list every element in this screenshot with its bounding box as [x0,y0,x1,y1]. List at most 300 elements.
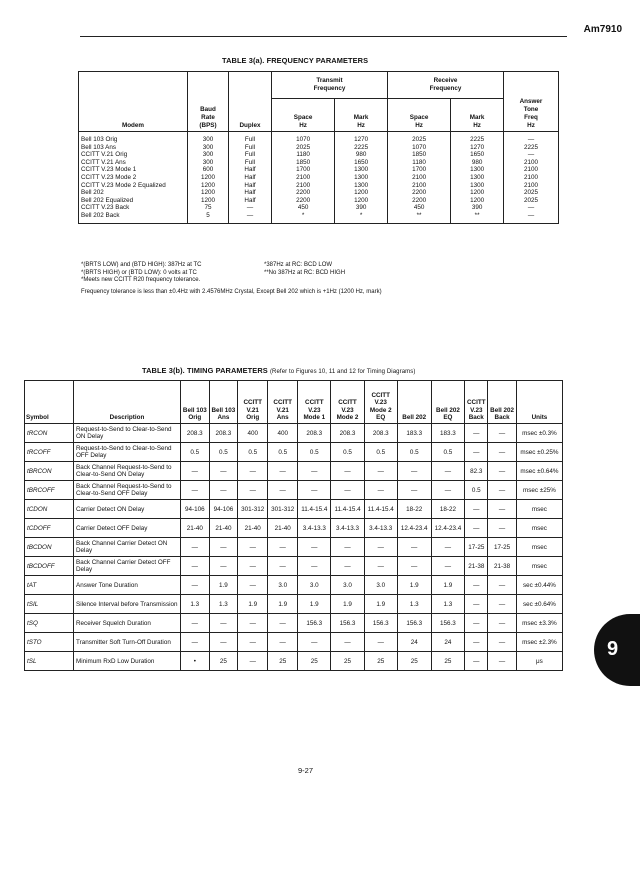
timing-value-cell: 3.0 [298,576,331,595]
timing-value-cell: — [331,538,364,557]
value-cell: Half [229,197,272,205]
timing-value-cell: — [397,481,431,500]
value-cell: 1200 [188,197,229,205]
value-cell: Full [229,151,272,159]
mode-column-header: Bell 103 Orig [181,381,210,424]
value-cell: 2225 [451,132,504,144]
timing-value-cell: — [397,538,431,557]
value-cell: 1700 [387,166,450,174]
timing-value-cell: — [331,557,364,576]
modem-name-cell: CCITT V.21 Orig [79,151,188,159]
timing-value-cell: — [465,500,488,519]
timing-value-cell: — [181,538,210,557]
timing-value-cell: 400 [268,424,298,443]
symbol-cell: tCDON [25,500,74,519]
header-rule [80,36,567,37]
timing-value-cell: 1.9 [364,595,397,614]
timing-value-cell: 1.9 [431,576,465,595]
value-cell: 1200 [335,197,388,205]
timing-value-cell: — [331,481,364,500]
table-b-figure-ref: (Refer to Figures 10, 11 and 12 for Timing Diagrams) [269,369,416,375]
table-row [25,652,563,671]
timing-value-cell: 301-312 [268,500,298,519]
timing-value-cell: 3.0 [268,576,298,595]
timing-value-cell: — [431,481,465,500]
table-a-notes [81,262,382,296]
timing-value-cell: 156.3 [431,614,465,633]
value-cell: 1650 [451,151,504,159]
mode-column-header: Bell 202 EQ [431,381,465,424]
timing-value-cell: 0.5 [364,443,397,462]
table-row [25,519,563,538]
timing-value-cell: 400 [238,424,268,443]
timing-value-cell: 18-22 [431,500,465,519]
timing-value-cell: — [298,557,331,576]
page-number: 9-27 [298,766,314,775]
tx-space-header: Space Hz [272,99,335,132]
description-cell: Answer Tone Duration [74,576,181,595]
note-2a: *(BRTS HIGH) or (BTD LOW): 0 volts at TC [81,269,197,276]
timing-value-cell: 0.5 [431,443,465,462]
timing-value-cell: 1.9 [331,595,364,614]
timing-value-cell: 208.3 [364,424,397,443]
modem-name-cell: CCITT V.23 Mode 1 [79,166,188,174]
timing-value-cell: 208.3 [209,424,238,443]
modem-header: Modem [79,72,188,132]
timing-value-cell: — [181,462,210,481]
timing-value-cell: 11.4-15.4 [331,500,364,519]
timing-value-cell: 208.3 [298,424,331,443]
timing-value-cell: 208.3 [181,424,210,443]
timing-value-cell: 21-40 [209,519,238,538]
value-cell: 1300 [451,182,504,190]
timing-value-cell: 0.5 [209,443,238,462]
value-cell: — [504,132,559,144]
note-4: Frequency tolerance is less than ±0.4Hz with 2.4576MHz Crystal, Except Bell 202 which is +1Hz (1200 Hz, mark) [81,288,382,295]
timing-value-cell: — [268,538,298,557]
value-cell: 300 [188,132,229,144]
timing-value-cell: 21-40 [181,519,210,538]
value-cell: 1200 [188,182,229,190]
timing-value-cell: — [488,652,517,671]
description-cell: Silence Interval before Transmission [74,595,181,614]
timing-value-cell: 156.3 [397,614,431,633]
value-cell: 1850 [272,159,335,167]
value-cell: 1300 [451,174,504,182]
value-cell: 2100 [387,182,450,190]
description-cell: Back Channel Carrier Detect OFF Delay [74,557,181,576]
timing-value-cell: 1.3 [397,595,431,614]
description-cell: Carrier Detect OFF Delay [74,519,181,538]
symbol-cell: tCDOFF [25,519,74,538]
timing-value-cell: 3.0 [364,576,397,595]
value-cell: — [504,151,559,159]
timing-value-cell: — [298,481,331,500]
units-cell: μs [516,652,562,671]
symbol-cell: tBRCOFF [25,481,74,500]
timing-value-cell: 1.3 [431,595,465,614]
units-cell: sec ±0.64% [516,595,562,614]
value-cell: 5 [188,212,229,223]
timing-value-cell: 12.4-23.4 [397,519,431,538]
value-cell: 390 [335,204,388,212]
table-row [79,151,559,159]
timing-value-cell: 0.5 [181,443,210,462]
timing-value-cell: 21-38 [465,557,488,576]
units-cell: msec [516,557,562,576]
value-cell: 2100 [272,182,335,190]
value-cell: 1180 [387,159,450,167]
symbol-cell: tSQ [25,614,74,633]
tx-mark-header: Mark Hz [335,99,388,132]
timing-value-cell: — [465,595,488,614]
table-row [25,462,563,481]
table-row [79,144,559,152]
description-cell: Minimum RxD Low Duration [74,652,181,671]
description-cell: Transmitter Soft Turn-Off Duration [74,633,181,652]
timing-value-cell: — [181,557,210,576]
timing-value-cell: — [465,443,488,462]
timing-value-cell: 301-312 [238,500,268,519]
timing-value-cell: 25 [397,652,431,671]
timing-value-cell: — [238,481,268,500]
value-cell: 2100 [504,174,559,182]
value-cell: 1180 [272,151,335,159]
value-cell: 980 [451,159,504,167]
modem-name-cell: Bell 202 Back [79,212,188,223]
timing-value-cell: — [488,462,517,481]
value-cell: 1070 [387,144,450,152]
table-row [79,212,559,223]
value-cell: 2100 [504,159,559,167]
timing-value-cell: — [238,633,268,652]
description-cell: Back Channel Carrier Detect ON Delay [74,538,181,557]
timing-value-cell: — [209,538,238,557]
rx-space-header: Space Hz [387,99,450,132]
timing-value-cell: — [238,557,268,576]
baud-header: Baud Rate (BPS) [188,72,229,132]
value-cell: 2200 [272,197,335,205]
symbol-cell: tSTO [25,633,74,652]
timing-value-cell: — [488,519,517,538]
symbol-cell: tBCDOFF [25,557,74,576]
note-1a: *(BRTS LOW) and (BTD HIGH): 387Hz at TC [81,262,202,268]
modem-name-cell: CCITT V.23 Mode 2 Equalized [79,182,188,190]
receive-header: Receive Frequency [387,72,503,99]
units-cell: msec ±0.3% [516,424,562,443]
timing-value-cell: 25 [431,652,465,671]
timing-value-cell: — [488,633,517,652]
timing-value-cell: — [298,462,331,481]
timing-value-cell: 0.5 [465,481,488,500]
timing-value-cell: — [181,481,210,500]
description-cell: Request-to-Send to Clear-to-Send OFF Delay [74,443,181,462]
note-1b: *387Hz at RC: BCD LOW [264,262,333,268]
mode-column-header: CCITT V.21 Orig [238,381,268,424]
symbol-cell: tSL [25,652,74,671]
symbol-cell: tRCON [25,424,74,443]
timing-value-cell: — [209,481,238,500]
value-cell: * [335,212,388,223]
symbol-cell: tRCOFF [25,443,74,462]
timing-value-cell: 1.9 [268,595,298,614]
mode-column-header: Bell 103 Ans [209,381,238,424]
note-3: *Meets new CCITT R20 frequency tolerance. [81,277,201,284]
table-row [25,576,563,595]
timing-value-cell: — [181,614,210,633]
timing-value-cell: — [268,462,298,481]
timing-value-cell: — [488,595,517,614]
timing-value-cell: — [431,557,465,576]
timing-value-cell: — [238,652,268,671]
transmit-header: Transmit Frequency [272,72,388,99]
value-cell: — [229,204,272,212]
units-header: Units [516,381,562,424]
timing-value-cell: 3.4-13.3 [298,519,331,538]
table-row [79,182,559,190]
value-cell: 1200 [451,189,504,197]
timing-value-cell: 3.4-13.3 [331,519,364,538]
value-cell: 2025 [272,144,335,152]
value-cell: Half [229,166,272,174]
timing-value-cell: 208.3 [331,424,364,443]
timing-value-cell: 11.4-15.4 [298,500,331,519]
value-cell: Half [229,189,272,197]
value-cell: 600 [188,166,229,174]
timing-value-cell: • [181,652,210,671]
value-cell: 1700 [272,166,335,174]
value-cell: 2200 [272,189,335,197]
timing-value-cell: — [488,576,517,595]
timing-value-cell: 21-38 [488,557,517,576]
units-cell: msec [516,519,562,538]
value-cell: 1300 [335,166,388,174]
units-cell: msec ±2.3% [516,633,562,652]
timing-value-cell: — [465,519,488,538]
value-cell: ** [451,212,504,223]
value-cell: 1300 [451,166,504,174]
timing-value-cell: 21-40 [268,519,298,538]
mode-column-header: CCITT V.23 Mode 1 [298,381,331,424]
timing-value-cell: — [268,614,298,633]
value-cell: 450 [272,204,335,212]
note-2b: **No 387Hz at RC: BCD HIGH [264,269,346,276]
timing-value-cell: — [364,462,397,481]
timing-value-cell: 0.5 [298,443,331,462]
modem-name-cell: CCITT V.21 Ans [79,159,188,167]
timing-value-cell: — [465,424,488,443]
timing-value-cell: 24 [397,633,431,652]
value-cell: 1300 [335,182,388,190]
timing-value-cell: 25 [209,652,238,671]
timing-value-cell: — [431,462,465,481]
table-row [79,204,559,212]
value-cell: 1270 [335,132,388,144]
modem-name-cell: Bell 103 Orig [79,132,188,144]
value-cell: 390 [451,204,504,212]
timing-value-cell: 12.4-23.4 [431,519,465,538]
timing-value-cell: 156.3 [298,614,331,633]
description-cell: Back Channel Request-to-Send to Clear-to-Send ON Delay [74,462,181,481]
section-tab: 9 [594,614,640,686]
value-cell: 1850 [387,151,450,159]
timing-value-cell: 156.3 [331,614,364,633]
timing-value-cell: 25 [331,652,364,671]
value-cell: 1200 [188,189,229,197]
mode-column-header: CCITT V.23 Mode 2 [331,381,364,424]
timing-value-cell: 17-25 [488,538,517,557]
table-row [25,538,563,557]
timing-value-cell: 183.3 [431,424,465,443]
units-cell: sec ±0.44% [516,576,562,595]
value-cell: 2100 [387,174,450,182]
value-cell: Full [229,144,272,152]
timing-value-cell: 156.3 [364,614,397,633]
timing-value-cell: 1.9 [397,576,431,595]
timing-value-cell: 25 [298,652,331,671]
value-cell: 2100 [504,182,559,190]
timing-value-cell: 11.4-15.4 [364,500,397,519]
timing-value-cell: 1.9 [238,595,268,614]
timing-value-cell: 183.3 [397,424,431,443]
timing-value-cell: 25 [364,652,397,671]
units-cell: msec [516,500,562,519]
timing-value-cell: — [209,633,238,652]
mode-column-header: CCITT V.21 Ans [268,381,298,424]
value-cell: 2025 [504,189,559,197]
timing-value-cell: 3.0 [331,576,364,595]
answer-tone-header: Answer Tone Freq Hz [504,72,559,132]
table-row [79,189,559,197]
timing-value-cell: 3.4-13.3 [364,519,397,538]
table-row [25,614,563,633]
symbol-header: Symbol [25,381,74,424]
timing-value-cell: — [488,500,517,519]
units-cell: msec ±3.3% [516,614,562,633]
timing-value-cell: 1.9 [298,595,331,614]
value-cell: 2100 [504,166,559,174]
table-row [79,174,559,182]
timing-value-cell: — [238,614,268,633]
table-row [79,132,559,144]
timing-value-cell: 1.3 [209,595,238,614]
table-row [25,424,563,443]
value-cell: 980 [335,151,388,159]
value-cell: 1650 [335,159,388,167]
timing-value-cell: — [397,557,431,576]
value-cell: * [272,212,335,223]
timing-value-cell: — [209,557,238,576]
value-cell: 1200 [451,197,504,205]
timing-value-cell: — [364,557,397,576]
timing-value-cell: 1.3 [181,595,210,614]
value-cell: 2200 [387,189,450,197]
table-a-title: TABLE 3(a). FREQUENCY PARAMETERS [222,56,369,65]
value-cell: ** [387,212,450,223]
description-cell: Back Channel Request-to-Send to Clear-to-Send OFF Delay [74,481,181,500]
table-row [79,197,559,205]
timing-value-cell: — [238,576,268,595]
timing-value-cell: — [465,633,488,652]
timing-value-cell: 94-106 [181,500,210,519]
table-row [25,500,563,519]
mode-column-header: Bell 202 [397,381,431,424]
timing-value-cell: — [181,576,210,595]
part-number-header: Am7910 [583,24,622,35]
timing-value-cell: — [488,424,517,443]
timing-value-cell: — [488,614,517,633]
description-cell: Receiver Squelch Duration [74,614,181,633]
timing-value-cell: — [364,481,397,500]
timing-value-cell: — [331,633,364,652]
value-cell: — [229,212,272,223]
timing-value-cell: 0.5 [397,443,431,462]
value-cell: Half [229,174,272,182]
timing-value-cell: 24 [431,633,465,652]
value-cell: 2025 [387,132,450,144]
timing-value-cell: 94-106 [209,500,238,519]
modem-name-cell: Bell 103 Ans [79,144,188,152]
table-row [25,633,563,652]
value-cell: 1300 [335,174,388,182]
description-cell: Request-to-Send to Clear-to-Send ON Delay [74,424,181,443]
timing-value-cell: — [238,462,268,481]
value-cell: 1070 [272,132,335,144]
mode-column-header: Bell 202 Back [488,381,517,424]
value-cell: 1270 [451,144,504,152]
timing-value-cell: — [465,614,488,633]
timing-value-cell: 0.5 [268,443,298,462]
timing-value-cell: 0.5 [331,443,364,462]
table-b-title: TABLE 3(b). TIMING PARAMETERS (Refer to Figures 10, 11 and 12 for Timing Diagrams) [142,366,416,375]
timing-value-cell: — [431,538,465,557]
value-cell: 450 [387,204,450,212]
value-cell: — [504,204,559,212]
value-cell: 2025 [504,197,559,205]
table-row [25,481,563,500]
frequency-parameters-table [78,71,559,224]
timing-value-cell: — [488,481,517,500]
table-row [79,166,559,174]
value-cell: Full [229,132,272,144]
value-cell: 1200 [335,189,388,197]
timing-value-cell: — [397,462,431,481]
timing-value-cell: — [364,633,397,652]
mode-column-header: CCITT V.23 Back [465,381,488,424]
value-cell: — [504,212,559,223]
timing-value-cell: — [268,557,298,576]
modem-name-cell: Bell 202 Equalized [79,197,188,205]
rx-mark-header: Mark Hz [451,99,504,132]
timing-value-cell: 17-25 [465,538,488,557]
units-cell: msec [516,538,562,557]
timing-value-cell: — [268,633,298,652]
value-cell: Full [229,159,272,167]
symbol-cell: tBCDON [25,538,74,557]
timing-value-cell: — [209,462,238,481]
timing-value-cell: — [331,462,364,481]
timing-value-cell: — [364,538,397,557]
timing-value-cell: 1.9 [209,576,238,595]
value-cell: 2200 [387,197,450,205]
units-cell: msec ±25% [516,481,562,500]
timing-value-cell: 25 [268,652,298,671]
timing-value-cell: — [298,633,331,652]
timing-value-cell: — [488,443,517,462]
symbol-cell: tBRCON [25,462,74,481]
table-row [25,443,563,462]
table-row [25,557,563,576]
